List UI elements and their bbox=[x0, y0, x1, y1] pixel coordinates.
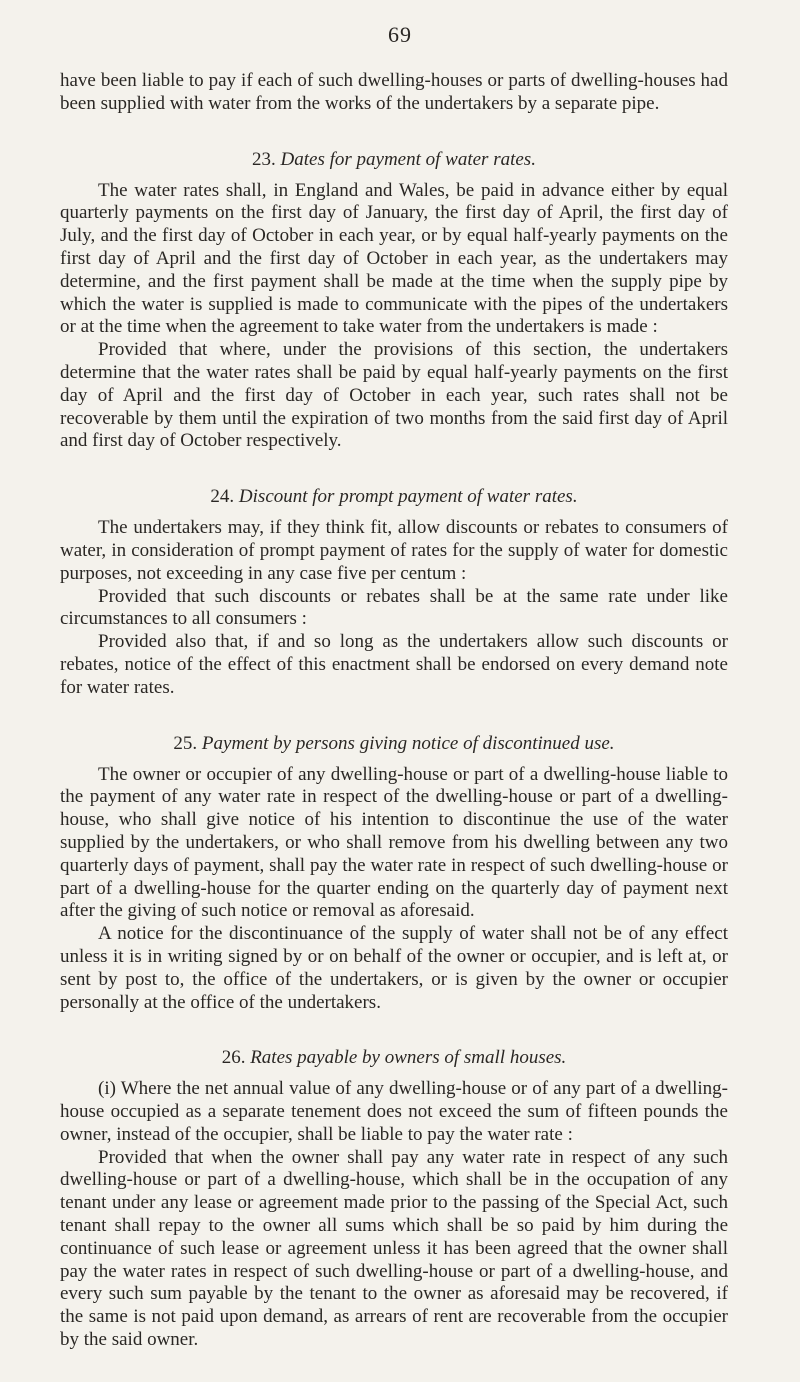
section-paragraph: (i) Where the net annual value of any dwelling-house or of any part of a dwelling-house occupied as a separate tenement does not exceed the sum of fifteen pounds the owner, instead of the occupier, shall be liable to pay the water rate : bbox=[60, 1078, 728, 1145]
section-heading bbox=[60, 485, 728, 509]
section-number: 24. bbox=[210, 486, 235, 508]
section-paragraph: Provided also that, if and so long as the undertakers allow such discounts or rebates, notice of the effect of this enactment shall be endorsed on every demand note for water rates. bbox=[60, 631, 728, 698]
section-title: Rates payable by owners of small houses. bbox=[250, 1047, 567, 1069]
page-number: 69 bbox=[388, 22, 412, 47]
opening-paragraph: have been liable to pay if each of such dwelling-houses or parts of dwelling-houses had been supplied with water from the works of the undertakers by a separate pipe. bbox=[60, 70, 728, 114]
page-content bbox=[60, 70, 728, 1352]
section-paragraph: Provided that when the owner shall pay any water rate in respect of any such dwelling-house or part of a dwelling-house, which shall be in the occupation of any tenant under any lease or agreement made prior to the passing of the Special Act, such tenant shall repay to the owner all sums which shall be so paid by him during the continuance of such lease or agreement unless it has been agreed that the owner shall pay the water rates in respect of such dwelling-house or part of a dwelling-house, and every such sum payable by the tenant to the owner as aforesaid may be recovered, if the same is not paid upon demand, as arrears of rent are recoverable from the occupier by the said owner. bbox=[60, 1146, 728, 1351]
section-title: Discount for prompt payment of water rates. bbox=[238, 486, 578, 508]
section-heading bbox=[60, 148, 728, 172]
section-paragraph: A notice for the discontinuance of the supply of water shall not be of any effect unless it is in writing signed by or on behalf of the owner or occupier, and is left at, or sent by post to, the office of the undertakers, or is given by the owner or occupier personally at the office of the undertakers. bbox=[60, 923, 728, 1013]
section-24 bbox=[60, 485, 728, 699]
section-paragraph: Provided that such discounts or rebates shall be at the same rate under like circumstances to all consumers : bbox=[60, 585, 728, 630]
section-title: Dates for payment of water rates. bbox=[280, 148, 536, 170]
section-paragraph: The undertakers may, if they think fit, allow discounts or rebates to consumers of water, in consideration of prompt payment of rates for the supply of water for domestic purposes, not exceeding in any case five per centum : bbox=[60, 517, 728, 584]
section-number: 25. bbox=[173, 732, 198, 754]
section-title: Payment by persons giving notice of discontinued use. bbox=[201, 732, 615, 754]
section-number: 26. bbox=[221, 1047, 246, 1069]
section-26 bbox=[60, 1046, 728, 1352]
section-23 bbox=[60, 148, 728, 454]
section-25 bbox=[60, 732, 728, 1015]
section-paragraph: The water rates shall, in England and Wales, be paid in advance either by equal quarterly payments on the first day of January, the first day of April, the first day of July, and the first day of October in each year, or by equal half-yearly payments on the first day of April and the first day of October in each year, as the undertakers may determine, and the first payment shall be made at the time when the supply pipe by which the water is supplied is made to communicate with the pipes of the undertakers or at the time when the agreement to take water from the undertakers is made : bbox=[60, 179, 728, 338]
section-paragraph: The owner or occupier of any dwelling-house or part of a dwelling-house liable to the payment of any water rate in respect of the dwelling-house or part of a dwelling-house, who shall give notice of his intention to discontinue the use of the water supplied by the undertakers, or who shall remove from his dwelling between any two quarterly days of payment, shall pay the water rate in respect of such dwelling-house or part of a dwelling-house for the quarter ending on the quarterly day of payment next after the giving of such notice or removal as aforesaid. bbox=[60, 763, 728, 922]
section-heading bbox=[60, 1046, 728, 1070]
section-heading bbox=[60, 732, 728, 756]
section-number: 23. bbox=[252, 148, 276, 170]
section-paragraph: Provided that where, under the provisions of this section, the undertakers determine that the water rates shall be paid by equal half-yearly payments on the first day of April and the first day of October in each year, such rates shall not be recoverable by them until the expiration of two months from the said first day of April and first day of October respectively. bbox=[60, 339, 728, 452]
